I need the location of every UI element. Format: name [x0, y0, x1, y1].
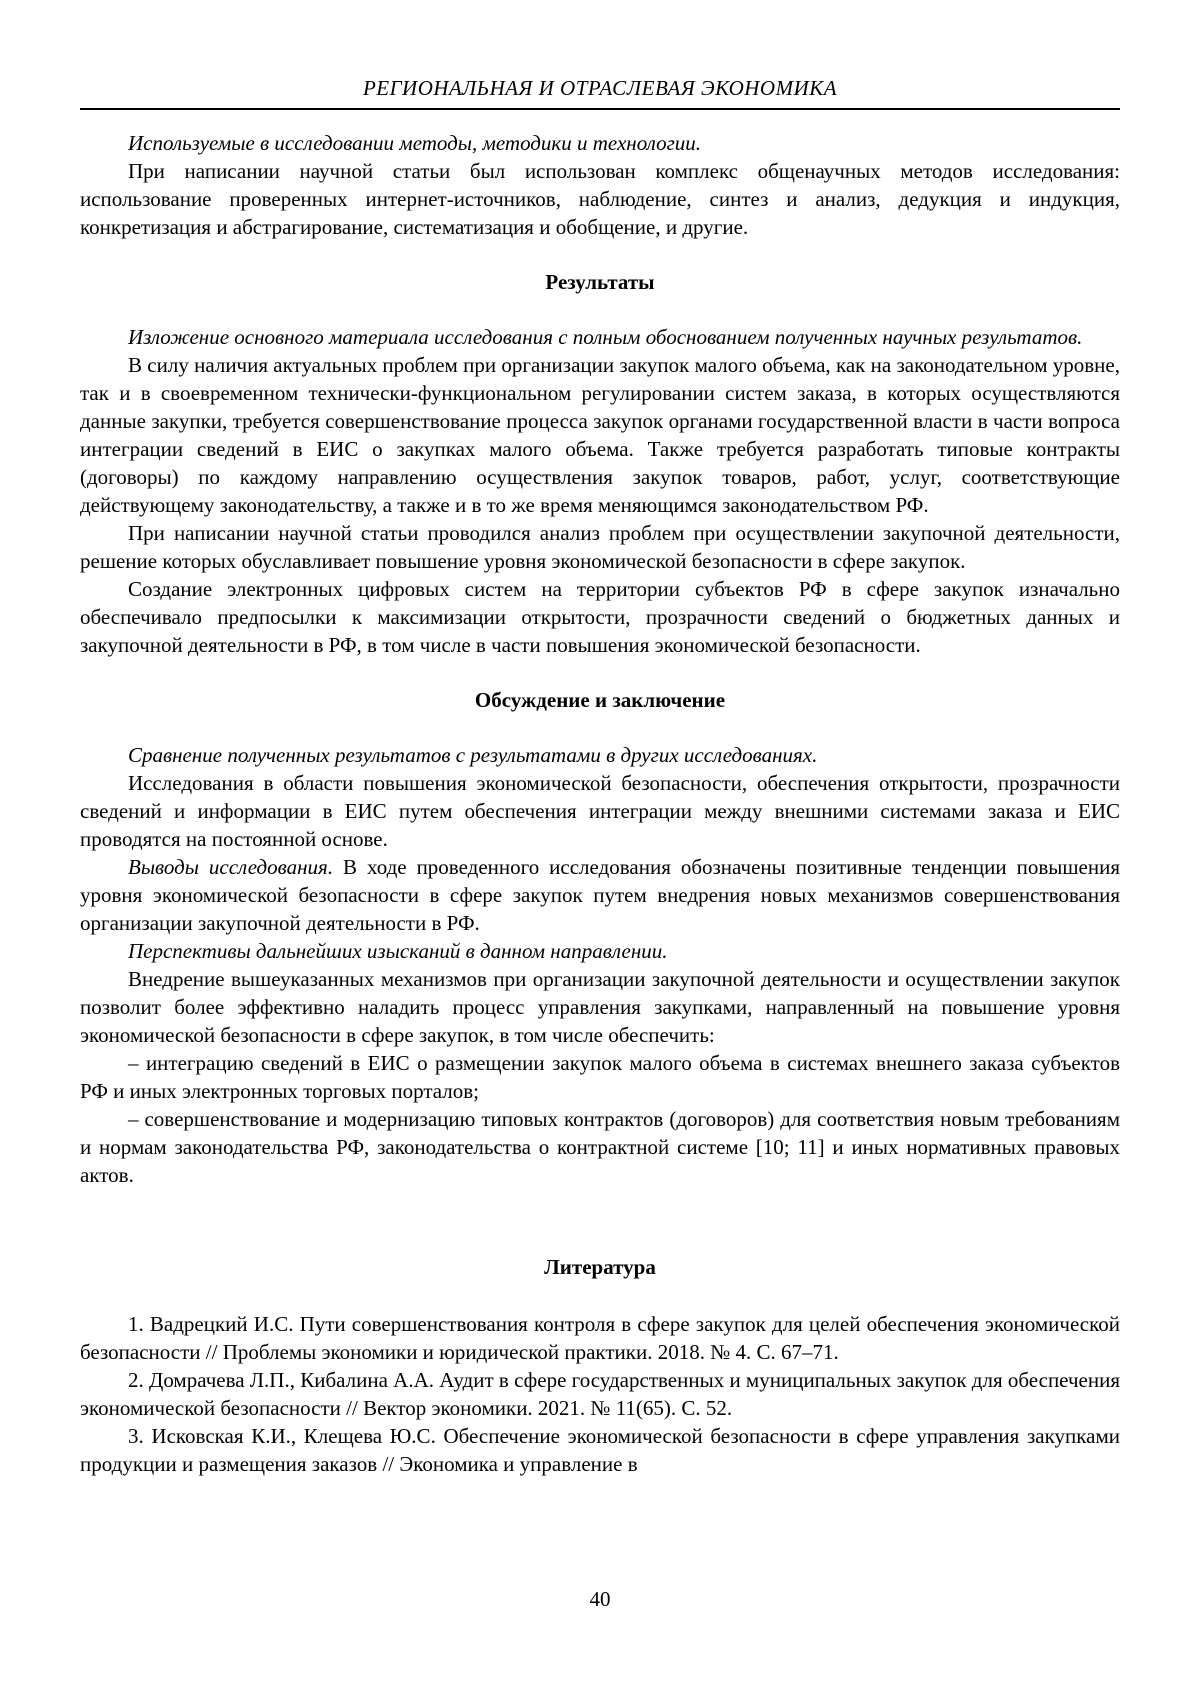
header-rule — [80, 108, 1120, 110]
reference-item-1: 1. Вадрецкий И.С. Пути совершенствования контроля в сфере закупок для целей обеспечения экономической безопасности // Проблемы экономики и юридической практики. 2018. № 4. С. 67–71. — [80, 1312, 1120, 1364]
paragraph-results-1: В силу наличия актуальных проблем при организации закупок малого объема, как на законодательном уровне, так и в своевременном технически-функциональном регулировании систем заказа, в которых осуществляются данные закупки, требуется совершенствование процесса закупок органами государственной власти в части вопроса интеграции сведений в ЕИС о закупках малого объема. Также требуется разработать типовые контракты (договоры) по каждому направлению осуществления закупок товаров, работ, услуг, соответствующие действующему законодательству, а также и в то же время меняющимся законодательством РФ. — [80, 353, 1120, 517]
paragraph-results-intro: Изложение основного материала исследования с полным обоснованием полученных научных результатов. — [128, 325, 1083, 349]
paragraph-conclusions — [80, 853, 1120, 937]
page-header — [80, 74, 1120, 110]
list-item-modernization: – совершенствование и модернизацию типовых контрактов (договоров) для соответствия новым требованиям и нормам законодательства РФ, законодательства о контрактной системе [10; 11] и иных нормативных правовых актов. — [80, 1107, 1120, 1187]
reference-item-2: 2. Домрачева Л.П., Кибалина А.А. Аудит в сфере государственных и муниципальных закупок для обеспечения экономической безопасности // Вектор экономики. 2021. № 11(65). С. 52. — [80, 1368, 1120, 1420]
article-body — [80, 129, 1120, 1478]
paragraph-comparison-intro: Сравнение полученных результатов с результатами в других исследованиях. — [128, 743, 818, 767]
paragraph-conclusions-rest: В ходе проведенного исследования обозначены позитивные тенденции повышения уровня экономической безопасности в сфере закупок путем внедрения новых механизмов совершенствования организации закупочной деятельности в РФ. — [80, 855, 1120, 935]
paragraph-prospects: Внедрение вышеуказанных механизмов при организации закупочной деятельности и осуществлении закупок позволит более эффективно наладить процесс управления закупками, направленный на повышение уровня экономической безопасности в сфере закупок, в том числе обеспечить: — [80, 967, 1120, 1047]
section-heading-literature: Литература — [544, 1255, 656, 1279]
page-number: 40 — [589, 1587, 611, 1611]
paragraph-methods-intro: Используемые в исследовании методы, методики и технологии. — [128, 131, 702, 155]
paragraph-methods: При написании научной статьи был использован комплекс общенаучных методов исследования: использование проверенных интернет-источников, наблюдение, синтез и анализ, дедукция и индукция, конкретизация и абстрагирование, систематизация и обобщение, и другие. — [80, 159, 1120, 239]
reference-item-3: 3. Исковская К.И., Клещева Ю.С. Обеспечение экономической безопасности в сфере управления закупками продукции и размещения заказов // Экономика и управление в — [80, 1424, 1120, 1476]
running-head: РЕГИОНАЛЬНАЯ И ОТРАСЛЕВАЯ ЭКОНОМИКА — [362, 76, 838, 100]
section-heading-discussion: Обсуждение и заключение — [474, 688, 726, 712]
paragraph-results-3: Создание электронных цифровых систем на территории субъектов РФ в сфере закупок изначально обеспечивало предпосылки к максимизации открытости, прозрачности сведений о бюджетных данных и закупочной деятельности в РФ, в том числе в части повышения экономической безопасности. — [80, 577, 1120, 657]
paragraph-comparison: Исследования в области повышения экономической безопасности, обеспечения открытости, прозрачности сведений и информации в ЕИС путем обеспечения интеграции между внешними системами заказа и ЕИС проводятся на постоянной основе. — [80, 771, 1120, 851]
section-heading-results: Результаты — [545, 270, 655, 294]
list-item-integration: – интеграцию сведений в ЕИС о размещении закупок малого объема в системах внешнего заказа субъектов РФ и иных электронных торговых порталов; — [80, 1051, 1120, 1103]
paragraph-results-2: При написании научной статьи проводился анализ проблем при осуществлении закупочной деятельности, решение которых обуславливает повышение уровня экономической безопасности в сфере закупок. — [80, 521, 1120, 573]
paragraph-conclusions-lead: Выводы исследования. — [128, 855, 334, 879]
paragraph-prospects-intro: Перспективы дальнейших изысканий в данном направлении. — [128, 939, 668, 963]
